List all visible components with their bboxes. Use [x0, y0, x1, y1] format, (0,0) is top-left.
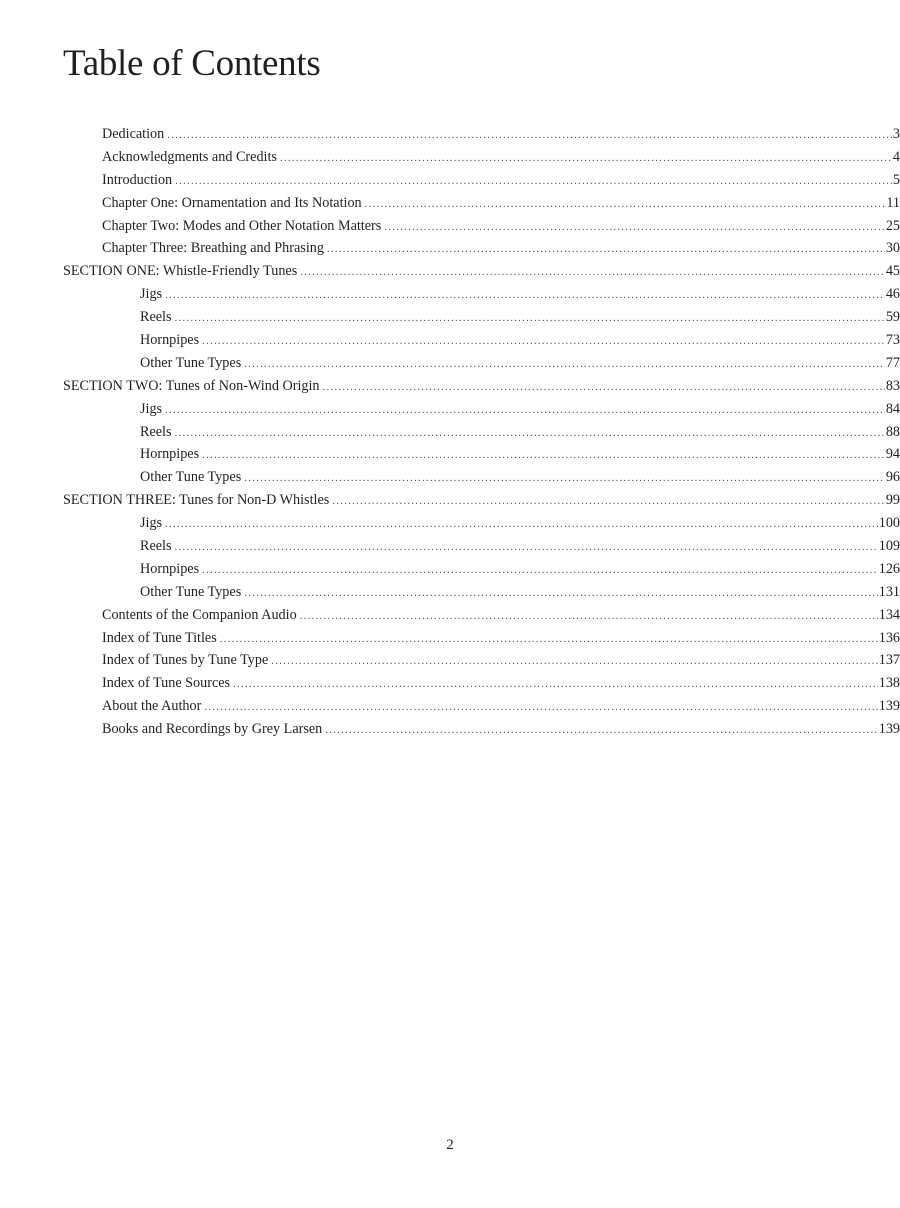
toc-entry-title: Chapter One: Ornamentation and Its Notation — [102, 194, 362, 211]
toc-entry-page: 88 — [885, 423, 900, 440]
page-number: 2 — [446, 1137, 454, 1153]
toc-entry — [102, 146, 900, 169]
toc-entry-title: SECTION TWO: Tunes of Non-Wind Origin — [63, 377, 320, 394]
toc-entry — [140, 329, 900, 352]
toc-entry — [140, 512, 900, 535]
toc-entry-title: Chapter Two: Modes and Other Notation Matters — [102, 217, 382, 234]
dot-leader — [175, 307, 885, 330]
toc-entry-page: 11 — [886, 194, 900, 211]
toc-entry-page: 46 — [885, 286, 900, 303]
toc-entry-page: 83 — [885, 377, 900, 394]
toc-entry-title: Books and Recordings by Grey Larsen — [102, 721, 323, 738]
dot-leader — [165, 399, 885, 422]
table-of-contents — [0, 123, 900, 741]
toc-entry — [102, 123, 900, 146]
toc-entry-title: Dedication — [102, 126, 165, 142]
toc-entry-page: 136 — [878, 629, 900, 646]
toc-entry-title: About the Author — [102, 698, 202, 715]
toc-entry-title: Index of Tunes by Tune Type — [102, 652, 269, 669]
toc-entry-page: 99 — [885, 492, 900, 509]
dot-leader — [384, 216, 885, 239]
toc-entry-page: 77 — [885, 354, 900, 371]
toc-entry-page: 131 — [878, 583, 900, 600]
toc-entry-title: Jigs — [140, 515, 163, 532]
dot-leader — [175, 170, 892, 193]
dot-leader — [300, 261, 885, 284]
toc-entry-title: Other Tune Types — [140, 354, 242, 371]
toc-entry-page: 4 — [892, 148, 900, 165]
toc-entry-page: 109 — [878, 538, 900, 555]
toc-entry — [102, 215, 900, 238]
dot-leader — [280, 147, 892, 170]
toc-entry — [63, 375, 900, 398]
dot-leader — [165, 513, 878, 536]
dot-leader — [365, 193, 886, 216]
toc-entry-page: 84 — [885, 400, 900, 417]
dot-leader — [175, 422, 885, 445]
dot-leader — [165, 284, 885, 307]
dot-leader — [175, 536, 878, 559]
toc-entry-page: 30 — [885, 240, 900, 257]
toc-entry-title: Index of Tune Sources — [102, 675, 231, 692]
page-title: Table of Contents — [63, 43, 321, 84]
dot-leader — [202, 330, 885, 353]
toc-entry — [102, 649, 900, 672]
toc-entry-page: 134 — [878, 606, 900, 623]
toc-entry — [63, 260, 900, 283]
toc-entry — [102, 627, 900, 650]
toc-entry-title: Acknowledgments and Credits — [102, 148, 277, 165]
toc-entry-page: 5 — [892, 171, 900, 188]
toc-entry-page: 96 — [885, 469, 900, 486]
toc-entry-page: 137 — [878, 652, 900, 669]
toc-entry-page: 45 — [885, 263, 900, 280]
toc-entry-title: Hornpipes — [140, 560, 200, 577]
toc-entry-page: 25 — [885, 217, 900, 234]
dot-leader — [233, 673, 878, 696]
toc-entry — [140, 581, 900, 604]
toc-entry — [102, 695, 900, 718]
dot-leader — [300, 605, 878, 628]
toc-entry-page: 126 — [878, 560, 900, 577]
dot-leader — [332, 490, 885, 513]
toc-entry-page: 139 — [878, 698, 900, 715]
toc-entry — [140, 421, 900, 444]
toc-entry — [140, 466, 900, 489]
toc-entry-page: 3 — [892, 126, 900, 142]
toc-entry-title: SECTION THREE: Tunes for Non-D Whistles — [63, 492, 330, 509]
toc-entry-title: Chapter Three: Breathing and Phrasing — [102, 240, 324, 257]
toc-entry-title: SECTION ONE: Whistle-Friendly Tunes — [63, 263, 298, 280]
toc-entry — [102, 169, 900, 192]
dot-leader — [244, 582, 878, 605]
toc-entry-page: 73 — [885, 332, 900, 349]
dot-leader — [204, 696, 877, 719]
dot-leader — [202, 559, 878, 582]
toc-entry — [140, 352, 900, 375]
toc-entry-title: Hornpipes — [140, 332, 200, 349]
toc-entry-title: Jigs — [140, 286, 163, 303]
toc-entry-title: Jigs — [140, 400, 163, 417]
toc-entry — [63, 489, 900, 512]
toc-entry — [140, 443, 900, 466]
dot-leader — [244, 353, 885, 376]
toc-entry-title: Reels — [140, 309, 172, 326]
dot-leader — [202, 444, 885, 467]
toc-entry — [140, 398, 900, 421]
toc-entry — [102, 604, 900, 627]
toc-entry-page: 138 — [878, 675, 900, 692]
dot-leader — [244, 467, 885, 490]
toc-entry — [102, 718, 900, 741]
toc-entry — [140, 306, 900, 329]
toc-entry-page: 59 — [885, 309, 900, 326]
dot-leader — [220, 628, 878, 651]
toc-entry-title: Reels — [140, 538, 172, 555]
toc-entry-title: Other Tune Types — [140, 583, 242, 600]
dot-leader — [325, 719, 877, 742]
dot-leader — [271, 650, 877, 673]
toc-entry-title: Reels — [140, 423, 172, 440]
toc-entry — [140, 283, 900, 306]
toc-entry-page: 94 — [885, 446, 900, 463]
dot-leader — [167, 124, 892, 147]
dot-leader — [327, 238, 885, 261]
toc-entry — [140, 535, 900, 558]
toc-entry-title: Contents of the Companion Audio — [102, 606, 297, 623]
toc-entry-title: Introduction — [102, 171, 173, 188]
dot-leader — [323, 376, 885, 399]
toc-entry-title: Hornpipes — [140, 446, 200, 463]
toc-entry — [102, 672, 900, 695]
toc-entry — [102, 192, 900, 215]
toc-entry-title: Other Tune Types — [140, 469, 242, 486]
toc-entry-page: 100 — [878, 515, 900, 532]
toc-entry — [102, 237, 900, 260]
toc-entry — [140, 558, 900, 581]
toc-entry-page: 139 — [878, 721, 900, 738]
toc-entry-title: Index of Tune Titles — [102, 629, 217, 646]
